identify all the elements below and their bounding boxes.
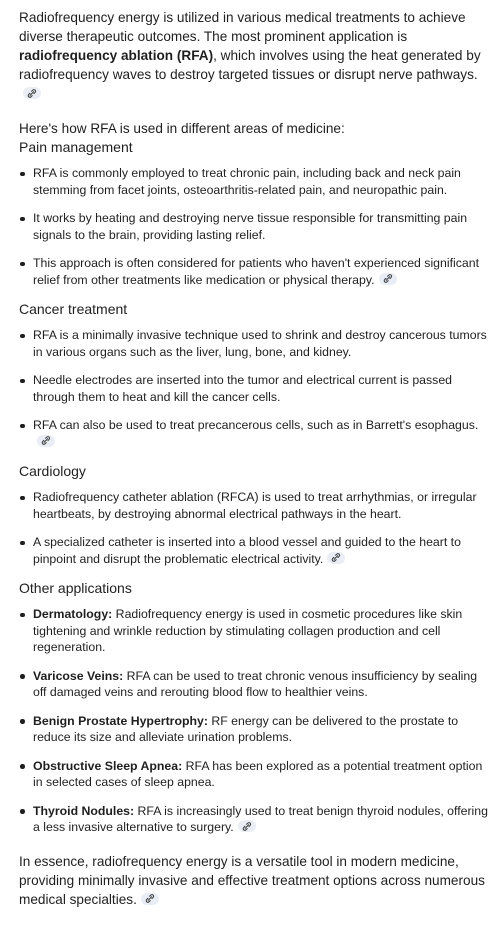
list-item-text: It works by heating and destroying nerve tissue responsible for transmitting pain signals to the brain, providing lasting relief. xyxy=(33,211,468,242)
list-item-text: RFA is commonly employed to treat chronic pain, including back and neck pain stemming from facet joints, osteoarthritis-related pain, and neuropathic pain. xyxy=(33,166,461,197)
list-item-term: Thyroid Nodules: xyxy=(33,803,135,818)
list-item xyxy=(19,534,493,567)
list-item-term: Varicose Veins: xyxy=(33,668,124,683)
link-icon xyxy=(145,894,155,903)
other-applications-list xyxy=(19,606,495,836)
source-link-chip[interactable] xyxy=(23,87,41,99)
lead-paragraph: Here's how RFA is used in different areas of medicine: xyxy=(19,121,345,136)
list-item-text: Radiofrequency energy is used in cosmetic procedures like skin tightening and wrinkle reduction by stimulating collagen production and cell regeneration. xyxy=(33,607,463,654)
source-link-chip[interactable] xyxy=(327,552,345,564)
list-item-text: RFA can also be used to treat precancerous cells, such as in Barrett's esophagus. xyxy=(33,418,479,432)
link-icon xyxy=(41,436,51,445)
list-item-text: RFA can be used to treat chronic venous insufficiency by sealing off damaged veins and rerouting blood flow to healthier veins. xyxy=(33,668,478,699)
list-item-text: Needle electrodes are inserted into the tumor and electrical current is passed through them to heat and kill the cancer cells. xyxy=(33,373,453,404)
list-item-text: RFA is a minimally invasive technique used to shrink and destroy cancerous tumors in various organs such as the liver, lung, bone, and kidney. xyxy=(33,328,487,359)
list-item xyxy=(19,668,493,701)
closing-text: In essence, radiofrequency energy is a versatile tool in modern medicine, providing minimally invasive and effective treatment options across numerous medical specialties. xyxy=(19,853,485,907)
section-title-cardiology: Cardiology xyxy=(19,463,86,479)
intro-bold-term: radiofrequency ablation (RFA) xyxy=(19,48,214,63)
intro-text-before: Radiofrequency energy is utilized in various medical treatments to achieve diverse therapeutic outcomes. The most prominent application is xyxy=(19,10,466,44)
list-item xyxy=(19,417,493,450)
list-item-term: Dermatology: xyxy=(33,607,113,621)
link-icon xyxy=(331,553,341,562)
link-icon xyxy=(27,89,37,98)
source-link-chip[interactable] xyxy=(379,273,397,285)
list-item-text: Radiofrequency catheter ablation (RFCA) is used to treat arrhythmias, or irregular heartbeats, by destroying abnormal electrical pathways in the heart. xyxy=(33,490,477,521)
pain-management-list xyxy=(19,165,495,288)
list-item xyxy=(19,165,493,198)
source-link-chip[interactable] xyxy=(238,820,256,832)
section-title-pain-management: Pain management xyxy=(19,139,133,155)
list-item xyxy=(19,713,493,746)
list-item xyxy=(19,803,493,836)
link-icon xyxy=(383,274,393,283)
source-link-chip[interactable] xyxy=(37,435,55,447)
closing-paragraph xyxy=(19,852,489,909)
list-item xyxy=(19,255,493,288)
intro-text-after: , which involves using the heat generated by radiofrequency waves to destroy targeted tissues or disrupt nerve pathways. xyxy=(19,48,481,82)
list-item xyxy=(19,372,493,405)
section-title-cancer-treatment: Cancer treatment xyxy=(19,301,128,317)
list-item xyxy=(19,489,493,522)
list-item-text: RFA is increasingly used to treat benign thyroid nodules, offering a less invasive alternative to surgery. xyxy=(33,803,488,834)
source-link-chip[interactable] xyxy=(141,893,159,905)
list-item-text: This approach is often considered for patients who haven't experienced significant relief from other treatments like medication or physical therapy. xyxy=(33,256,479,287)
list-item xyxy=(19,210,493,243)
list-item xyxy=(19,758,493,791)
list-item-text: A specialized catheter is inserted into a blood vessel and guided to the heart to pinpoint and disrupt the problematic electrical activity. xyxy=(33,535,461,566)
list-item xyxy=(19,606,493,656)
list-item xyxy=(19,327,493,360)
link-icon xyxy=(242,822,252,831)
list-item-text: RF energy can be delivered to the prostate to reduce its size and alleviate urination problems. xyxy=(33,713,459,744)
list-item-term: Benign Prostate Hypertrophy: xyxy=(33,713,208,728)
cardiology-list xyxy=(19,489,495,567)
intro-paragraph xyxy=(19,8,489,103)
section-title-other-applications: Other applications xyxy=(19,580,132,596)
cancer-treatment-list xyxy=(19,327,495,450)
list-item-term: Obstructive Sleep Apnea: xyxy=(33,758,183,773)
list-item-text: RFA has been explored as a potential treatment option in selected cases of sleep apnea. xyxy=(33,758,483,789)
